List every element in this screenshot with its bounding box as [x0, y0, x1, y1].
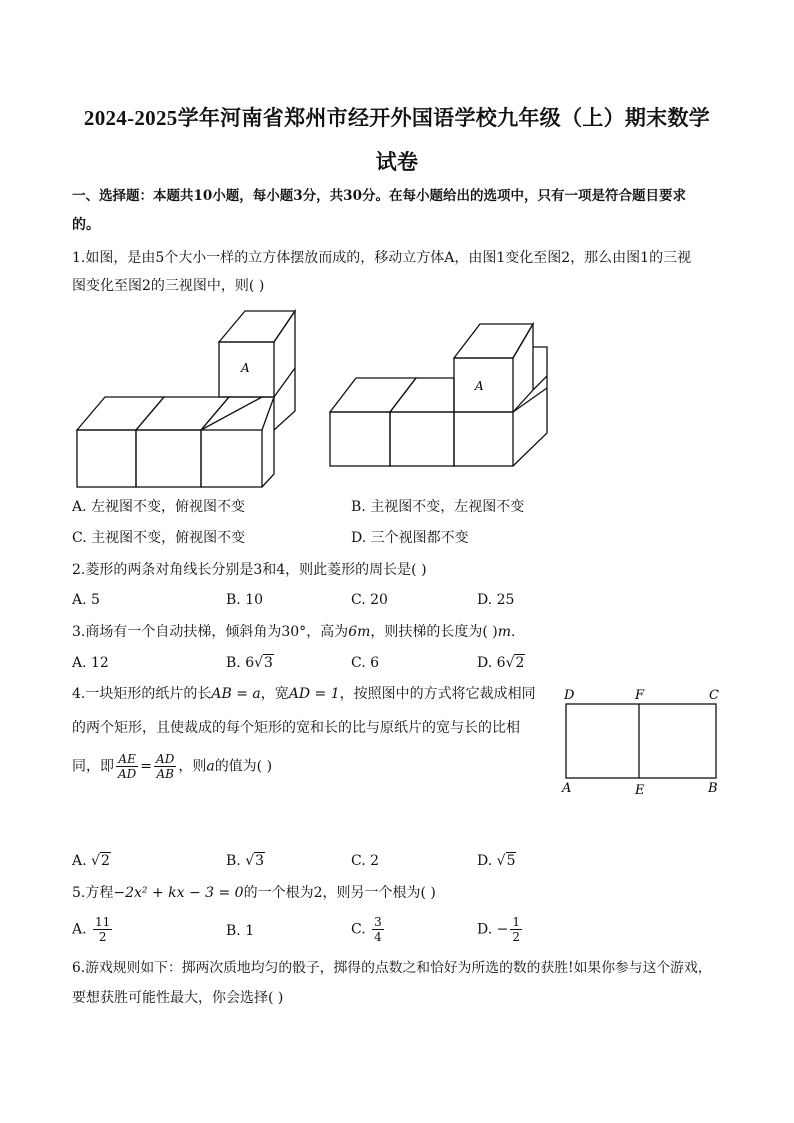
- figure1-cubes: [77, 311, 295, 487]
- q1-option-d[interactable]: D. 三个视图都不变: [351, 530, 469, 546]
- q4-text-ratio-pre: 同，即: [72, 758, 114, 775]
- q5-option-c[interactable]: [351, 915, 386, 944]
- q1-option-a[interactable]: A. 左视图不变，俯视图不变: [72, 499, 246, 515]
- q4-option-b-radicand: 3: [255, 853, 265, 869]
- q5-option-a-prefix: A.: [72, 921, 87, 938]
- q4-option-d-radicand: 5: [506, 853, 516, 869]
- q5-equation: −2x² + kx − 3 = 0: [113, 885, 244, 901]
- q3-stem: [72, 622, 732, 642]
- q3-option-b[interactable]: B. 6√3: [226, 655, 273, 671]
- q4-ab-equation: AB = a: [211, 686, 261, 702]
- q4-option-a-prefix: A.: [72, 853, 87, 869]
- q4-option-b-prefix: B.: [226, 853, 241, 869]
- q5-option-a[interactable]: [72, 915, 114, 944]
- q5-option-c-numerator: 3: [374, 915, 382, 929]
- q3-option-d[interactable]: D. 6√2: [477, 655, 525, 671]
- q3-text-mid: ，高为: [306, 624, 349, 640]
- q4-option-a-radicand: 2: [100, 853, 110, 869]
- q3-option-d-coef: 6: [496, 655, 506, 671]
- figure1-cube-label: A: [241, 361, 250, 375]
- q1-option-b[interactable]: B. 主视图不变，左视图不变: [351, 499, 525, 515]
- q4-label-A: A: [562, 781, 572, 796]
- q4-stem-line1: [72, 684, 552, 704]
- q4-frac1-denominator: AD: [118, 767, 137, 781]
- q4-frac2-denominator: AB: [156, 767, 174, 781]
- q4-fraction-ad-ab: [154, 752, 176, 781]
- q5-text-pre: 5.方程: [72, 885, 114, 901]
- q3-option-c[interactable]: C. 6: [351, 655, 380, 671]
- section1-instructions: 一、选择题：本题共10小题，每小题3分，共30分。在每小题给出的选项中，只有一项是符合题目要求: [72, 188, 686, 204]
- q4-option-b[interactable]: B. √3: [226, 853, 265, 869]
- q4-label-C: C: [709, 688, 719, 703]
- exam-title-line2: 试卷: [375, 150, 419, 174]
- q6-stem-line2: 要想获胜可能性最大，你会选择( ): [72, 990, 284, 1006]
- q5-text-post: 的一个根为2，则另一个根为( ): [243, 885, 436, 901]
- figure2-cubes: [330, 324, 547, 466]
- q3-text-post: ，则扶梯的长度为( ): [370, 624, 498, 640]
- exam-title-line1: 2024-2025学年河南省郑州市经开外国语学校九年级（上）期末数学: [83, 106, 711, 130]
- q5-option-b[interactable]: B. 1: [226, 923, 255, 939]
- q5-option-d-prefix: D.: [477, 921, 493, 938]
- q4-text-post: ，按照图中的方式将它裁成相同: [339, 686, 536, 702]
- q4-option-a[interactable]: A. √2: [72, 853, 110, 869]
- q5-option-a-denominator: 2: [98, 930, 107, 944]
- q5-option-d[interactable]: [477, 915, 524, 944]
- q4-option-c[interactable]: C. 2: [351, 853, 380, 869]
- q4-stem-line2: 的两个矩形，且使裁成的每个矩形的宽和长的比与原纸片的宽与长的比相: [72, 720, 520, 736]
- q3-option-b-coef: 6: [245, 655, 255, 671]
- q4-frac1-numerator: AE: [116, 752, 138, 767]
- q4-variable-a: a: [206, 758, 215, 775]
- q2-option-d[interactable]: D. 25: [477, 592, 515, 608]
- q4-rectangle-figure: [566, 704, 716, 778]
- q3-option-d-radicand: 2: [515, 655, 525, 671]
- q4-label-D: D: [564, 688, 575, 703]
- q2-stem: 2.菱形的两条对角线长分别是3和4，则此菱形的周长是( ): [72, 562, 427, 578]
- section1-instructions-cont: 的。: [72, 217, 100, 233]
- q3-option-b-radicand: 3: [264, 655, 273, 671]
- q1-stem-line1: 1.如图，是由5个大小一样的立方体摆放而成的，移动立方体A，由图1变化至图2，那么由图1的三视: [72, 250, 692, 266]
- q1-option-c[interactable]: C. 主视图不变，俯视图不变: [72, 530, 246, 546]
- q4-text-pre: 4.一块矩形的纸片的长: [72, 686, 212, 702]
- q4-label-F: F: [635, 688, 645, 703]
- q3-text-pre: 3.商场有一个自动扶梯，倾斜角为: [72, 624, 282, 640]
- q5-option-d-fraction: [510, 915, 522, 944]
- figure2-cube-label: A: [475, 379, 484, 393]
- q3-option-a[interactable]: A. 12: [72, 655, 109, 671]
- q4-label-B: B: [708, 781, 718, 796]
- q5-option-a-numerator: 11: [95, 915, 111, 929]
- q3-angle: 30°: [281, 624, 307, 640]
- q3-option-d-prefix: D.: [477, 655, 493, 671]
- q4-option-d-prefix: D.: [477, 853, 493, 869]
- q2-option-b[interactable]: B. 10: [226, 592, 264, 608]
- q2-option-c[interactable]: C. 20: [351, 592, 388, 608]
- q3-unit: m.: [497, 624, 516, 640]
- q5-option-d-sign: −: [496, 921, 509, 938]
- q3-height: 6m: [348, 624, 371, 640]
- q5-option-c-denominator: 4: [374, 930, 382, 944]
- q4-fraction-ae-ad: [116, 752, 138, 781]
- q4-frac2-numerator: AD: [156, 752, 175, 766]
- q4-text-mid: ，宽: [260, 686, 289, 702]
- q4-ad-equation: AD = 1: [288, 686, 340, 702]
- q5-option-d-numerator: 1: [512, 915, 521, 929]
- q5-stem: [72, 883, 732, 903]
- q3-option-b-prefix: B.: [226, 655, 241, 671]
- q6-stem-line1: 6.游戏规则如下：掷两次质地均匀的骰子，掷得的点数之和恰好为所选的数的获胜!如果你参与这个游戏，: [72, 960, 712, 976]
- q4-option-d[interactable]: D. √5: [477, 853, 516, 869]
- q4-stem-line3: [72, 752, 552, 781]
- q2-option-a[interactable]: A. 5: [72, 592, 100, 608]
- q4-text-then: ，则: [178, 758, 207, 775]
- q5-option-d-denominator: 2: [512, 930, 521, 944]
- q5-option-a-fraction: [93, 915, 112, 944]
- q5-option-c-prefix: C.: [351, 921, 366, 938]
- q5-option-c-fraction: [372, 915, 384, 944]
- q4-equals: =: [140, 758, 153, 775]
- q4-text-post-ratio: 的值为( ): [214, 758, 273, 775]
- q4-label-E: E: [635, 783, 645, 798]
- q1-stem-line2: 图变化至图2的三视图中，则( ): [72, 278, 265, 294]
